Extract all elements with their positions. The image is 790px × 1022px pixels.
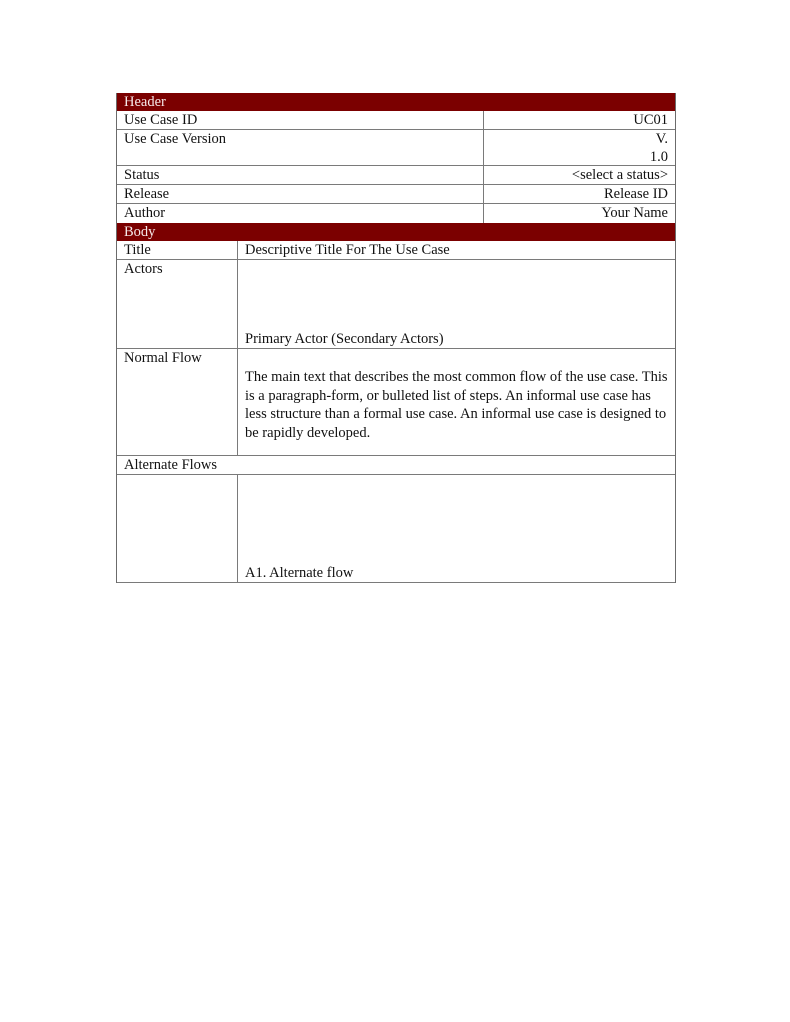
use-case-table — [116, 93, 676, 583]
version-prefix: V. — [655, 131, 668, 147]
normal-flow-value[interactable]: The main text that describes the most common flow of the use case. This is a paragraph-form, or bulleted list of steps. An informal use case has less structure than a formal use case. An informal use case is designed to be rapidly developed. — [245, 369, 668, 441]
title-label: Title — [117, 241, 238, 259]
title-value[interactable]: Descriptive Title For The Use Case — [245, 242, 450, 258]
release-label: Release — [117, 185, 484, 203]
status-select[interactable]: <select a status> — [571, 167, 668, 183]
release-value[interactable]: Release ID — [603, 186, 668, 202]
normal-flow-row — [117, 349, 675, 456]
alternate-flows-value-cell[interactable] — [238, 475, 675, 582]
status-label: Status — [117, 166, 484, 184]
title-row — [117, 241, 675, 260]
author-row — [117, 204, 675, 223]
actors-row — [117, 260, 675, 349]
alternate-flows-row — [117, 475, 675, 583]
author-value[interactable]: Your Name — [601, 205, 668, 221]
alternate-flows-empty-cell — [117, 475, 238, 582]
alternate-flows-label: Alternate Flows — [124, 457, 218, 473]
use-case-id-row — [117, 111, 675, 130]
use-case-version-row — [117, 130, 675, 166]
actors-value-cell[interactable] — [238, 260, 675, 348]
alternate-flows-header-row — [117, 456, 675, 475]
release-row — [117, 185, 675, 204]
status-row — [117, 166, 675, 185]
version-number: 1.0 — [649, 149, 668, 165]
author-label: Author — [117, 204, 484, 223]
normal-flow-label: Normal Flow — [117, 349, 238, 455]
use-case-version-value[interactable] — [484, 130, 675, 165]
header-section-bar: Header — [117, 93, 675, 111]
actors-label: Actors — [117, 260, 238, 348]
use-case-version-label: Use Case Version — [117, 130, 484, 165]
alternate-flows-value: A1. Alternate flow — [245, 565, 354, 581]
use-case-id-value[interactable]: UC01 — [633, 112, 668, 128]
actors-value: Primary Actor (Secondary Actors) — [245, 331, 444, 347]
use-case-id-label: Use Case ID — [117, 111, 484, 129]
body-section-bar: Body — [117, 223, 675, 241]
